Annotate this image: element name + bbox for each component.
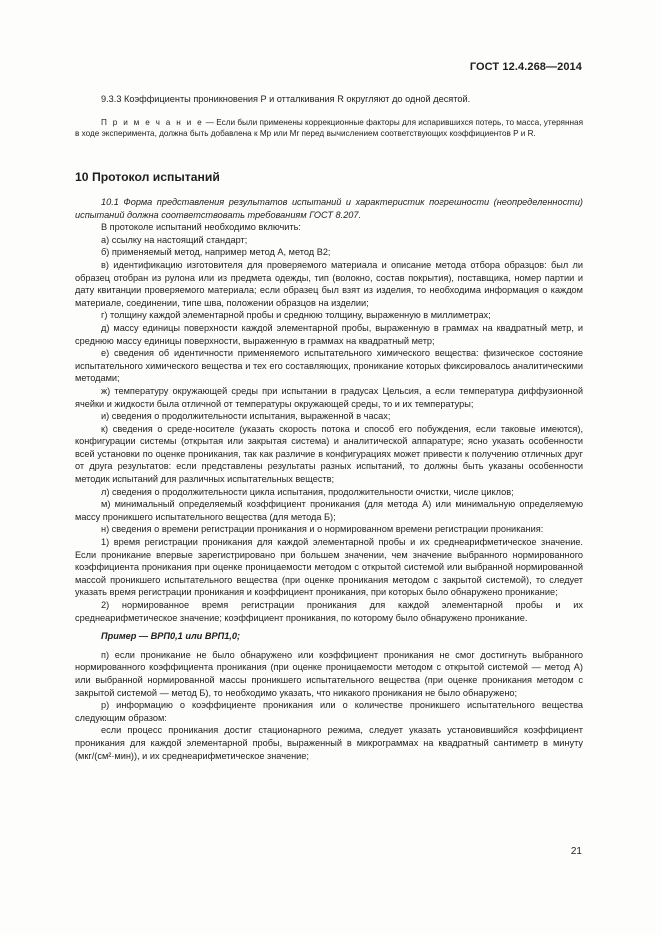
list-item: н) сведения о времени регистрации проникания и о нормированном времени регистрации проникания: (101, 524, 544, 535)
document-id-header: ГОСТ 12.4.268—2014 (469, 61, 582, 73)
section-10-body (75, 196, 583, 762)
list-item: г) толщину каждой элементарной пробы и среднюю толщину, выраженную в миллиметрах; (101, 310, 491, 321)
sub-item: 2) нормированное время регистрации проникания для каждой элементарной пробы и их среднеарифметическое значение; коэффициент проникания, по которому было обнаружено проникание. (75, 600, 583, 623)
list-item: р) информацию о коэффициенте проникания или о количестве проникшего испытательного вещества следующим образом: (75, 700, 583, 723)
list-item: а) ссылку на настоящий стандарт; (101, 234, 248, 245)
section-title: 10 Протокол испытаний (75, 170, 220, 184)
list-item: если процесс проникания достиг стационарного режима, следует указать установившийся коэффициент проникания для каждой элементарной пробы, выраженный в микрограммах на квадратный сантиметр в минуту (мкг/(см²·мин)), и их среднеарифметическое значение; (75, 725, 583, 761)
page-number: 21 (570, 846, 582, 857)
list-item: ж) температуру окружающей среды при испытании в градусах Цельсия, а если температура диффузионной ячейки и жидкости была отличной от температуры окружающей среды, то и их температуры; (75, 385, 583, 409)
sub-item: 1) время регистрации проникания для каждой элементарной пробы и их среднеарифметическое значение. Если проникание впервые зарегистрировано при большем значении, чем значение выбранного нормированного коэффициента проникания при оценке проницаемости методом с открытой системой или выбранной нормированной массой проникшего испытательного вещества (при оценке проникания методом с закрытой системой), то следует указать время регистрации проникания и коэффициент проникания, при которых было обнаружено проникание; (75, 537, 583, 598)
note-label: П р и м е ч а н и е (101, 118, 204, 127)
list-item: и) сведения о продолжительности испытания, выраженной в часах; (101, 411, 391, 422)
list-item: п) если проникание не было обнаружено или коэффициент проникания не смог достигнуть выбранного нормированного коэффициента проникания (при оценке проницаемости методом с открытой системой — метод А) или выбранной нормированной массы проникшего испытательного вещества (при оценке проникания методом с закрытой системой — метод Б), то необходимо указать, что никакого проникания не было обнаружено; (75, 649, 583, 698)
list-item: к) сведения о среде-носителе (указать скорость потока и способ его побуждения, если таковые имеются), конфигурации системы (открытая или закрытая система) и аналитической аппаратуре; ясно указать особенности всей установки по оценке проникания, так как различие в конфигурациях может привести к получению отличных друг от друга результатов: если представлены результаты разных испытаний, то должны быть указаны особенности методик испытаний для различных испытательных веществ; (75, 423, 583, 485)
list-item: е) сведения об идентичности применяемого испытательного химического вещества: физическое состояние испытательного химического вещества и тех его составляющих, проникание которых фиксировалось аналитическими методами; (75, 348, 583, 384)
example-text: Пример — ВРП0,1 или ВРП1,0; (101, 631, 241, 642)
protocol-intro: В протоколе испытаний необходимо включить: (101, 222, 301, 233)
list-item: в) идентификацию изготовителя для проверяемого материала и описание метода отбора образцов: был ли образец отобран из рулона или из предмета одежды, тип (волокно, состав покрытия), поставщика, номер партии и дату квитанции проверяемого материала; если образец был взят из изделия, то необходима информация о каждом материале, соединении, типе шва, положении образцов на изделии; (75, 259, 583, 308)
list-item: д) массу единицы поверхности каждой элементарной пробы, выраженную в граммах на квадратный метр, и среднюю массу единицы поверхности, выраженную в граммах на квадратный метр; (75, 322, 583, 346)
list-item: м) минимальный определяемый коэффициент проникания (для метода А) или минимальную определяемую массу проникшего испытательного вещества (для метода Б); (75, 499, 583, 522)
section-10-heading (75, 171, 583, 184)
list-item: б) применяемый метод, например метод А, метод В2; (101, 247, 331, 258)
clause-9-3-3-text: 9.3.3 Коэффициенты проникновения P и отталкивания R округляют до одной десятой. (101, 94, 471, 104)
note-block (75, 117, 583, 139)
clause-9-3-3 (75, 93, 583, 106)
list-item: л) сведения о продолжительности цикла испытания, продолжительности очистки, числе циклов; (101, 486, 514, 497)
clause-10-1: 10.1 Форма представления результатов испытаний и характеристик погрешности (неопределенности) испытаний должна соответствовать требованиям ГОСТ 8.207. (75, 197, 583, 220)
note-text: — Если были применены коррекционные факторы для испарившихся потерь, то масса, утерянная в ходе эксперимента, должна быть добавлена к Mp или Mr перед вычислением соответствующих коэффициентов P и R. (75, 118, 584, 139)
